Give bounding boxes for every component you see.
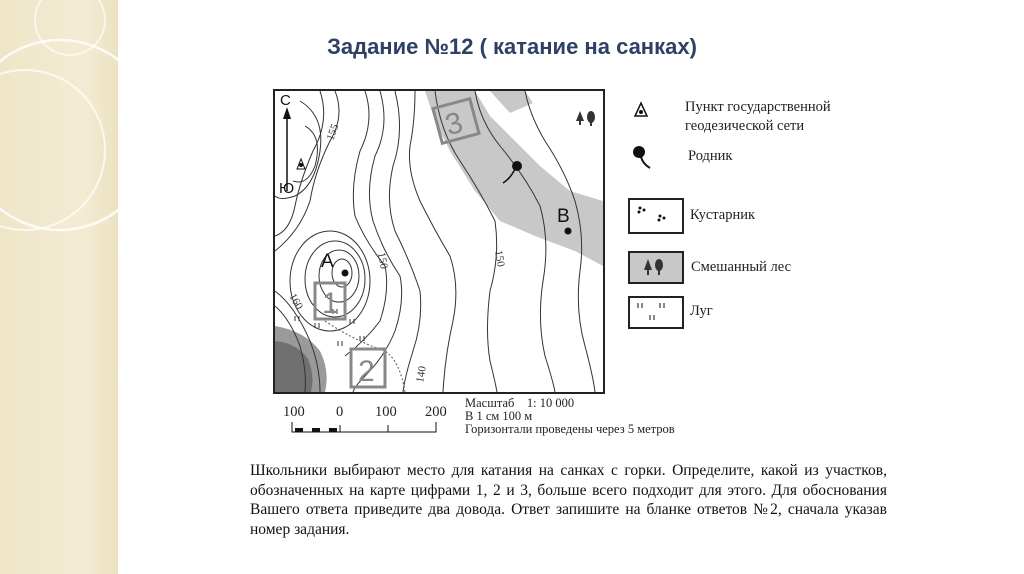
contour-label: 150 xyxy=(492,249,507,268)
contour-label: 160 xyxy=(286,291,306,312)
legend-spring-label: Родник xyxy=(688,148,733,164)
scale-tick-label: 100 xyxy=(375,404,397,420)
spring-legend-icon xyxy=(628,142,658,172)
south-label: Ю xyxy=(279,180,295,197)
point-a-marker xyxy=(342,270,349,277)
scale-description xyxy=(465,397,675,436)
site-2 xyxy=(351,349,385,388)
site-3-label: 3 xyxy=(441,106,467,143)
point-b-label: В xyxy=(557,206,570,227)
decorative-circles xyxy=(0,0,118,574)
legend-meadow-label: Луг xyxy=(690,303,713,319)
north-label: С xyxy=(280,92,291,109)
meadow-legend-icon xyxy=(630,298,682,327)
scale-bar xyxy=(290,420,440,434)
legend-geodetic-label: Пункт государственной геодезической сети xyxy=(685,99,831,134)
legend-forest-label: Смешанный лес xyxy=(691,259,791,275)
forest-area-top xyxy=(490,91,533,113)
decorative-side-band xyxy=(0,0,118,574)
topographic-map xyxy=(273,89,605,394)
forest-legend-box xyxy=(628,251,684,284)
site-2-label: 2 xyxy=(358,355,375,388)
contour-label: 150 xyxy=(375,251,390,270)
contour-interval: Горизонтали проведены через 5 метров xyxy=(465,422,675,436)
scale-tick-label: 100 xyxy=(283,404,305,420)
contour-label: 140 xyxy=(414,365,429,384)
shrub-legend-icon xyxy=(630,200,682,232)
legend-shrub-label: Кустарник xyxy=(690,207,756,223)
task-text: Школьники выбирают место для катания на санках с горки. Определите, какой из участков, обозначенных на карте цифрами 1, 2 и 3, больше всего подходит для этого. Для обоснования Вашего ответа приведите два довода. Ответ запишите на бланке ответов №2, сначала указав номер задания. xyxy=(250,462,887,538)
point-b-marker xyxy=(565,228,572,235)
geodetic-point-icon xyxy=(297,159,305,169)
geodetic-point-legend-icon xyxy=(630,100,652,120)
north-arrow xyxy=(283,107,291,191)
forest-legend-icon xyxy=(630,253,682,282)
scale-cm: В 1 см 100 м xyxy=(465,409,533,423)
slide-title: Задание №12 ( катание на санках) xyxy=(327,34,697,59)
shrub-legend-box xyxy=(628,198,684,234)
site-1-label: 1 xyxy=(322,287,339,320)
forest-symbol-icon xyxy=(576,111,595,126)
scale-tick-label: 0 xyxy=(336,404,344,420)
scale-ratio: Масштаб 1: 10 000 xyxy=(465,396,575,410)
point-a-label: А xyxy=(321,251,334,272)
scale-tick-label: 200 xyxy=(425,404,447,420)
contour-label: 155 xyxy=(324,122,342,143)
meadow-legend-box xyxy=(628,296,684,329)
contour-lines xyxy=(275,91,595,392)
